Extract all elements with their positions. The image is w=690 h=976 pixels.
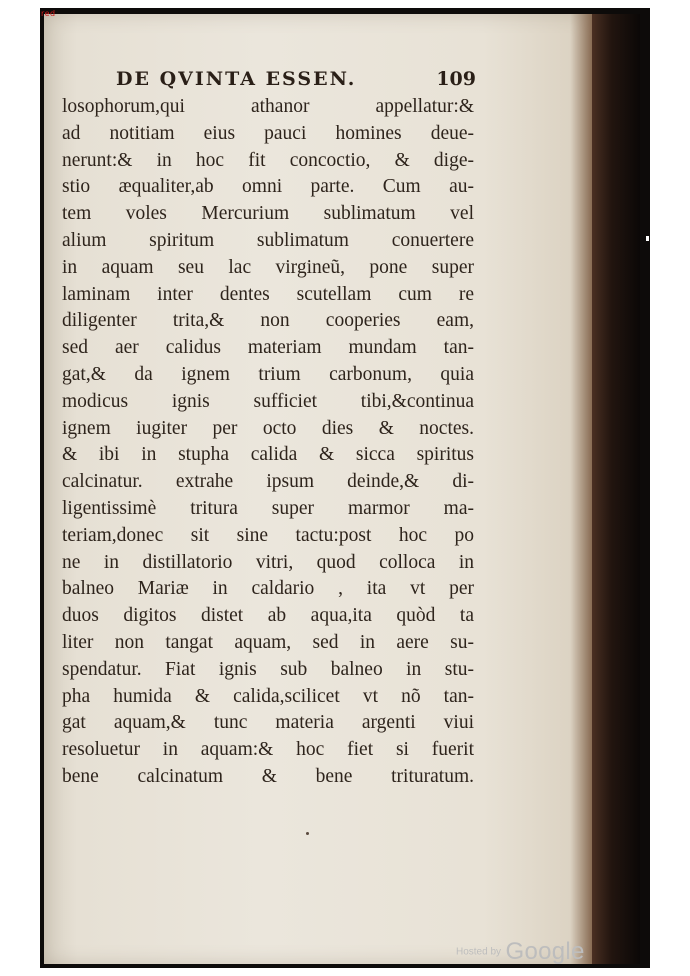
text-line: calcinatur. extrahe ipsum deinde,& di- <box>62 471 474 493</box>
text-line: diligenter trita,& non cooperies eam, <box>62 310 474 332</box>
text-line: teriam,donec sit sine tactu:post hoc po <box>62 524 474 546</box>
text-line: in aquam seu lac virgineũ, pone super <box>62 256 474 278</box>
google-logo: Google <box>505 938 585 965</box>
running-head: DE QVINTA ESSEN. <box>116 68 357 90</box>
text-line: gat aquam,& tunc materia argenti viui <box>62 712 474 734</box>
text-line: nerunt:& in hoc fit concoctio, & dige- <box>62 149 474 171</box>
text-line: laminam inter dentes scutellam cum re <box>62 283 474 305</box>
hosted-by-label: Hosted by <box>456 946 502 958</box>
corner-color-mark: red <box>41 9 56 18</box>
body-text <box>62 94 474 791</box>
text-line: gat,& da ignem trium carbonum, quia <box>62 363 474 385</box>
text-line: duos digitos distet ab aqua,ita quòd ta <box>62 605 474 627</box>
text-line: stio æqualiter,ab omni parte. Cum au- <box>62 176 474 198</box>
text-line: spendatur. Fiat ignis sub balneo in stu- <box>62 658 474 680</box>
text-line: bene calcinatum & bene trituratum. <box>62 765 474 787</box>
text-line: tem voles Mercurium sublimatum vel <box>62 203 474 225</box>
text-line: ad notitiam eius pauci homines deue- <box>62 122 474 144</box>
text-line: losophorum,qui athanor appellatur:& <box>62 96 474 117</box>
scan-artifact <box>646 236 649 241</box>
text-line: ne in distillatorio vitri, quod colloca in <box>62 551 474 573</box>
page-header <box>116 68 476 94</box>
text-line: balneo Mariæ in caldario , ita vt per <box>62 578 474 600</box>
hosted-by-watermark <box>456 938 585 966</box>
text-line: modicus ignis sufficiet tibi,&continua <box>62 390 474 412</box>
page-edge-shadow <box>592 14 640 964</box>
text-line: & ibi in stupha calida & sicca spiritus <box>62 444 474 466</box>
text-line: sed aer calidus materiam mundam tan- <box>62 337 474 359</box>
text-line: resoluetur in aquam:& hoc fiet si fuerit <box>62 739 474 761</box>
text-line: alium spiritum sublimatum conuertere <box>62 229 474 251</box>
text-line: liter non tangat aquam, sed in aere su- <box>62 631 474 653</box>
page-number: 109 <box>436 68 476 90</box>
text-line: ignem iugiter per octo dies & noctes. <box>62 417 474 439</box>
text-line: pha humida & calida,scilicet vt nõ tan- <box>62 685 474 707</box>
text-line: ligentissimè tritura super marmor ma- <box>62 497 474 519</box>
ink-speck <box>306 832 309 835</box>
